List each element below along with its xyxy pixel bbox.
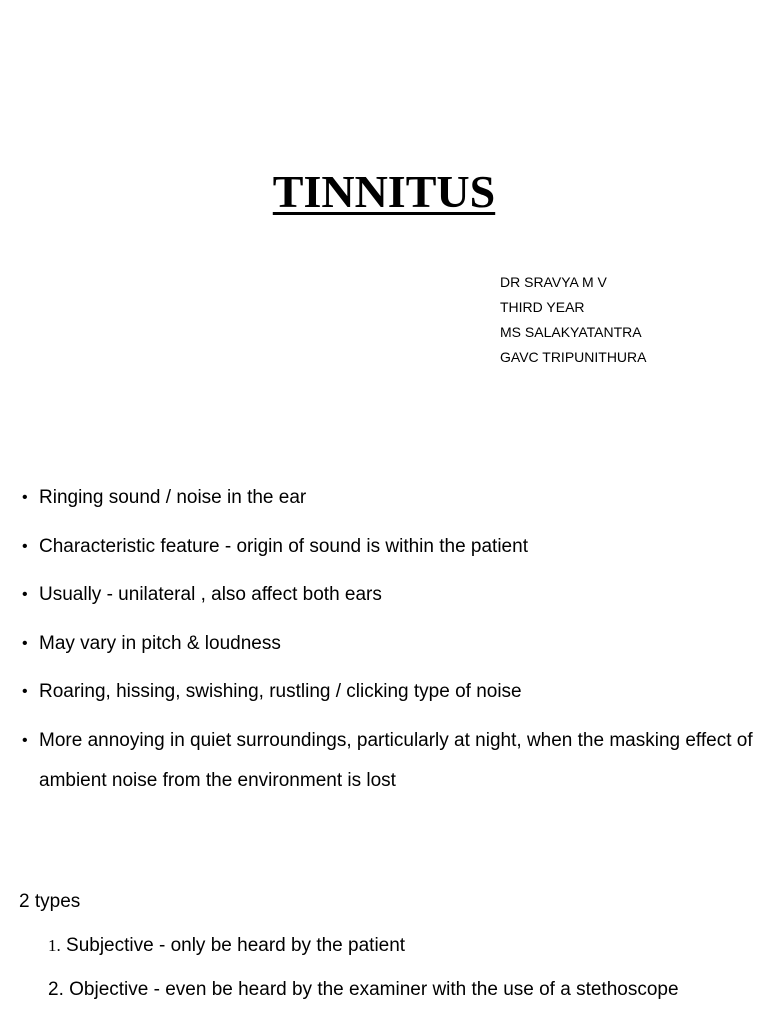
document-title [0, 166, 768, 218]
author-block [500, 270, 647, 370]
type-number: 2. [48, 979, 64, 1000]
bullet-item: • Usually - unilateral , also affect both ears [22, 575, 762, 615]
type-item [48, 976, 679, 1004]
author-year: THIRD YEAR [500, 299, 585, 315]
title-text: TINNITUS [272, 166, 496, 217]
author-college: GAVC TRIPUNITHURA [500, 349, 647, 365]
types-heading: 2 types [19, 891, 81, 912]
type-text: Subjective - only be heard by the patient [60, 935, 406, 956]
bullet-item: • Roaring, hissing, swishing, rustling / clicking type of noise [22, 672, 762, 712]
bullet-item: • Characteristic feature - origin of sound is within the patient [22, 527, 762, 567]
author-name: DR SRAVYA M V [500, 274, 607, 290]
author-course: MS SALAKYATANTRA [500, 324, 642, 340]
bullet-list [22, 478, 762, 809]
types-list [48, 932, 679, 1020]
bullet-item: • Ringing sound / noise in the ear [22, 478, 762, 518]
type-text: Objective - even be heard by the examiner with the use of a stethoscope [63, 979, 679, 1000]
bullet-item: • May vary in pitch & loudness [22, 624, 762, 664]
type-number: 1. [48, 936, 61, 955]
type-item [48, 932, 679, 960]
bullet-item: • More annoying in quiet surroundings, particularly at night, when the masking effect of ambient noise from the environment is lost [22, 721, 762, 801]
